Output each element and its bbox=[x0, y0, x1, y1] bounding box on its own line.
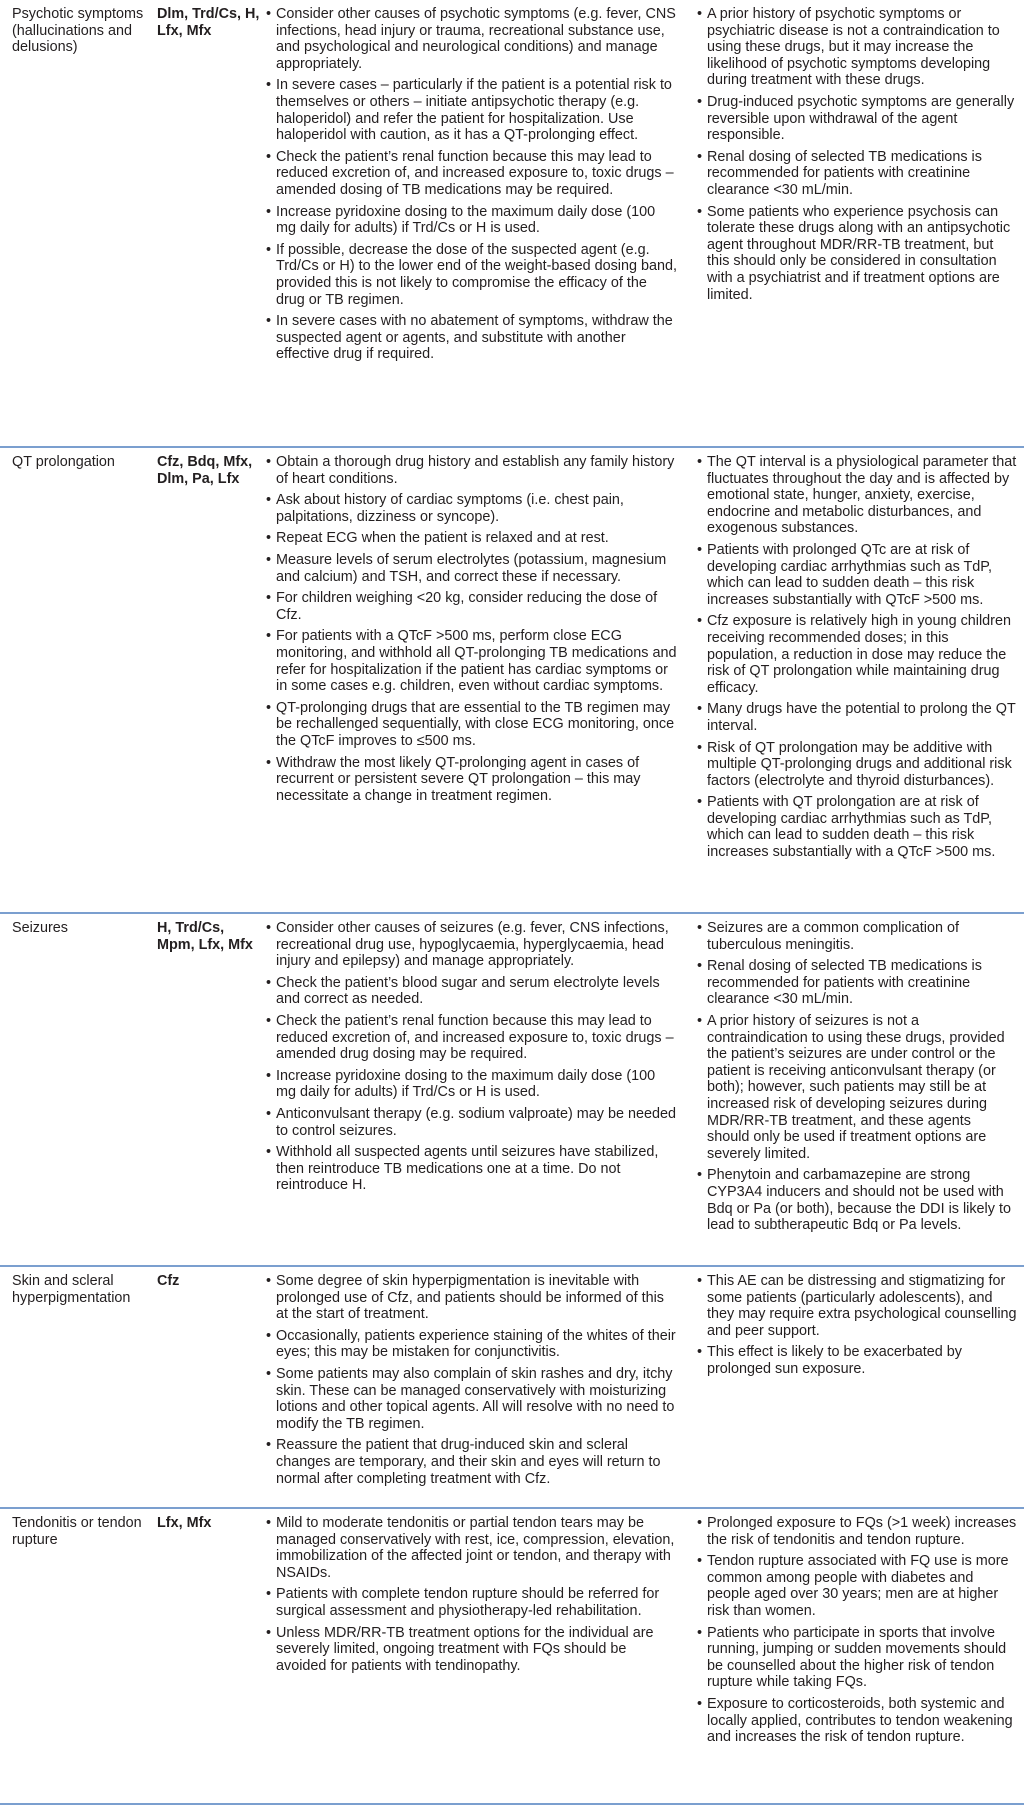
list-item: • Prolonged exposure to FQs (>1 week) increases the risk of tendonitis and tendon rupture. bbox=[697, 1515, 1017, 1548]
list-item: • Check the patient’s blood sugar and serum electrolyte levels and correct as needed. bbox=[266, 974, 660, 1008]
table-row bbox=[0, 0, 1024, 446]
list-item: • This effect is likely to be exacerbated by prolonged sun exposure. bbox=[697, 1344, 962, 1377]
list-item: • Anticonvulsant therapy (e.g. sodium valproate) may be needed to control seizures. bbox=[266, 1105, 676, 1139]
list-item: • Risk of QT prolongation may be additive with multiple QT-prolonging drugs and additional risk factors (electrolyte and thyroid disturbances). bbox=[697, 739, 1012, 789]
list-item: • Occasionally, patients experience staining of the whites of their eyes; this may be mistaken for conjunctivitis. bbox=[266, 1327, 676, 1361]
comments-list bbox=[697, 1273, 1017, 1383]
list-item: • Check the patient’s renal function because this may lead to reduced excretion of, and increased exposure to, toxic drugs – amended dosing of TB medications may be required. bbox=[266, 148, 674, 198]
list-item: • Repeat ECG when the patient is relaxed and at rest. bbox=[266, 530, 609, 547]
list-item: • In severe cases – particularly if the patient is a potential risk to themselves or others – initiate antipsychotic therapy (e.g. haloperidol) and refer the patient for hospitalization. Use haloperidol with caution, as it has a QT-prolonging effect. bbox=[266, 77, 672, 144]
list-item: • Check the patient’s renal function because this may lead to reduced excretion of, and increased exposure to, toxic drugs – amended drug dosing may be required. bbox=[266, 1012, 674, 1063]
suspected-agents: Dlm, Trd/Cs, H, Lfx, Mfx bbox=[157, 6, 260, 39]
list-item: • QT-prolonging drugs that are essential to the TB regimen may be rechallenged sequentially, with close ECG monitoring, once the QTcF improves to ≤500 ms. bbox=[266, 699, 675, 749]
list-item: • Drug-induced psychotic symptoms are generally reversible upon withdrawal of the agent responsible. bbox=[697, 93, 1015, 144]
list-item: • A prior history of psychotic symptoms or psychiatric disease is not a contraindication to using these drugs, but it may increase the likelihood of psychotic symptoms developing during treatment with these drugs. bbox=[697, 6, 1000, 89]
management-list bbox=[266, 1515, 678, 1679]
management-list bbox=[266, 454, 678, 809]
row-divider bbox=[0, 1803, 1024, 1805]
adverse-event-name: QT prolongation bbox=[12, 454, 115, 470]
suspected-agents: Cfz, Bdq, Mfx, Dlm, Pa, Lfx bbox=[157, 454, 253, 487]
list-item: • For children weighing <20 kg, consider reducing the dose of Cfz. bbox=[266, 590, 658, 623]
list-item: • This AE can be distressing and stigmatizing for some patients (particularly adolescents), and they may require extra psychological counselling and peer support. bbox=[697, 1273, 1017, 1339]
list-item: • If possible, decrease the dose of the suspected agent (e.g. Trd/Cs or H) to the lower end of the weight-based dosing band, provided this is not likely to compromise the efficacy of the drug or TB regimen. bbox=[266, 241, 678, 308]
list-item: • Cfz exposure is relatively high in young children receiving recommended doses; in this population, a reduction in dose may reduce the risk of QT prolongation while maintaining drug efficacy. bbox=[697, 613, 1011, 696]
list-item: • Tendon rupture associated with FQ use is more common among people with diabetes and people aged over 30 years; men are at higher risk than women. bbox=[697, 1553, 1009, 1619]
comments-list bbox=[697, 920, 1017, 1239]
table-row bbox=[0, 1267, 1024, 1507]
list-item: • The QT interval is a physiological parameter that fluctuates throughout the day and is affected by emotional state, hunger, anxiety, exercise, endocrine and metabolic disturbances, and exogenous substances. bbox=[697, 454, 1017, 537]
list-item: • Patients who participate in sports that involve running, jumping or sudden movements should be counselled about the higher risk of tendon rupture while taking FQs. bbox=[697, 1624, 1007, 1691]
list-item: • In severe cases with no abatement of symptoms, withdraw the suspected agent or agents, and substitute with another effective drug if required. bbox=[266, 313, 673, 363]
comments-list bbox=[697, 1515, 1017, 1751]
list-item: • Many drugs have the potential to prolong the QT interval. bbox=[697, 701, 1016, 734]
comments-list bbox=[697, 6, 1017, 308]
suspected-agents: H, Trd/Cs, Mpm, Lfx, Mfx bbox=[157, 920, 253, 953]
list-item: • For patients with a QTcF >500 ms, perform close ECG monitoring, and withhold all QT-prolonging TB medications and refer for hospitalization if the patient has cardiac symptoms or in some cases e.g. children, even without cardiac symptoms. bbox=[266, 628, 677, 695]
list-item: • Increase pyridoxine dosing to the maximum daily dose (100 mg daily for adults) if Trd/Cs or H is used. bbox=[266, 1067, 656, 1101]
suspected-agents: Lfx, Mfx bbox=[157, 1515, 212, 1531]
list-item: • Some patients who experience psychosis can tolerate these drugs along with an antipsychotic agent throughout MDR/RR-TB treatment, but this should only be considered in consultation with a psychiatrist and if treatment options are limited. bbox=[697, 203, 1011, 303]
comments-list bbox=[697, 454, 1017, 866]
list-item: • A prior history of seizures is not a contraindication to using these drugs, provided the patient’s seizures are under control or the patient is receiving anticonvulsant therapy (or both); however, such patients may still be at increased risk of developing seizures during MDR/RR-TB treatment, and these agents should only be used if treatment options are severely limited. bbox=[697, 1012, 1005, 1162]
list-item: • Withhold all suspected agents until seizures have stabilized, then reintroduce TB medications one at a time. Do not reintroduce H. bbox=[266, 1144, 659, 1194]
list-item: • Phenytoin and carbamazepine are strong CYP3A4 inducers and should not be used with Bdq or Pa (or both), because the DDI is likely to lead to subtherapeutic Bdq or Pa levels. bbox=[697, 1167, 1011, 1234]
list-item: • Seizures are a common complication of tuberculous meningitis. bbox=[697, 920, 959, 953]
management-list bbox=[266, 6, 678, 368]
adverse-event-name: Seizures bbox=[12, 920, 68, 936]
table-row bbox=[0, 914, 1024, 1265]
table-row bbox=[0, 1509, 1024, 1803]
adverse-event-name: Psychotic symptoms (hallucinations and delusions) bbox=[12, 6, 144, 56]
list-item: • Withdraw the most likely QT-prolonging agent in cases of recurrent or persistent severe QT prolongation – this may necessitate a change in treatment regimen. bbox=[266, 754, 641, 804]
list-item: • Exposure to corticosteroids, both systemic and locally applied, contributes to tendon weakening and increases the risk of tendon rupture. bbox=[697, 1695, 1013, 1746]
suspected-agents: Cfz bbox=[157, 1273, 180, 1289]
list-item: • Reassure the patient that drug-induced skin and scleral changes are temporary, and their skin and eyes will return to normal after completing treatment with Cfz. bbox=[266, 1437, 661, 1487]
list-item: • Obtain a thorough drug history and establish any family history of heart conditions. bbox=[266, 454, 675, 487]
list-item: • Renal dosing of selected TB medications is recommended for patients with creatinine clearance <30 mL/min. bbox=[697, 148, 982, 198]
adverse-event-name: Skin and scleral hyperpigmentation bbox=[12, 1273, 131, 1306]
list-item: • Consider other causes of seizures (e.g. fever, CNS infections, recreational drug use, hypoglycaemia, hyperglycaemia, head injury and epilepsy) and manage appropriately. bbox=[266, 920, 669, 970]
list-item: • Measure levels of serum electrolytes (potassium, magnesium and calcium) and TSH, and correct these if necessary. bbox=[266, 551, 667, 585]
table-row bbox=[0, 448, 1024, 912]
list-item: • Ask about history of cardiac symptoms (i.e. chest pain, palpitations, dizziness or syncope). bbox=[266, 492, 624, 525]
management-list bbox=[266, 1273, 678, 1492]
adverse-event-name: Tendonitis or tendon rupture bbox=[12, 1515, 142, 1548]
list-item: • Some degree of skin hyperpigmentation is inevitable with prolonged use of Cfz, and patients should be informed of this at the start of treatment. bbox=[266, 1273, 664, 1323]
list-item: • Patients with prolonged QTc are at risk of developing cardiac arrhythmias such as TdP, which can lead to sudden death – this risk increases substantially with QTcF >500 ms. bbox=[697, 541, 993, 608]
list-item: • Renal dosing of selected TB medications is recommended for patients with creatinine clearance <30 mL/min. bbox=[697, 958, 982, 1008]
list-item: • Unless MDR/RR-TB treatment options for the individual are severely limited, ongoing treatment with FQs should be avoided for patients with tendinopathy. bbox=[266, 1624, 654, 1674]
list-item: • Patients with QT prolongation are at risk of developing cardiac arrhythmias such as TdP, which can lead to sudden death – this risk increases substantially with a QTcF >500 ms. bbox=[697, 794, 996, 861]
list-item: • Increase pyridoxine dosing to the maximum daily dose (100 mg daily for adults) if Trd/Cs or H is used. bbox=[266, 203, 656, 237]
list-item: • Patients with complete tendon rupture should be referred for surgical assessment and physiotherapy-led rehabilitation. bbox=[266, 1586, 660, 1619]
list-item: • Mild to moderate tendonitis or partial tendon tears may be managed conservatively with rest, ice, compression, elevation, immobilization of the affected joint or tendon, and therapy with NSAIDs. bbox=[266, 1515, 675, 1581]
management-list bbox=[266, 920, 678, 1199]
list-item: • Consider other causes of psychotic symptoms (e.g. fever, CNS infections, head injury or trauma, recreational substance use, and psychological and neurological conditions) and manage appropriately. bbox=[266, 6, 676, 72]
list-item: • Some patients may also complain of skin rashes and dry, itchy skin. These can be managed conservatively with moisturizing lotions and other topical agents. All will resolve with no need to modify the TB regimen. bbox=[266, 1365, 675, 1432]
